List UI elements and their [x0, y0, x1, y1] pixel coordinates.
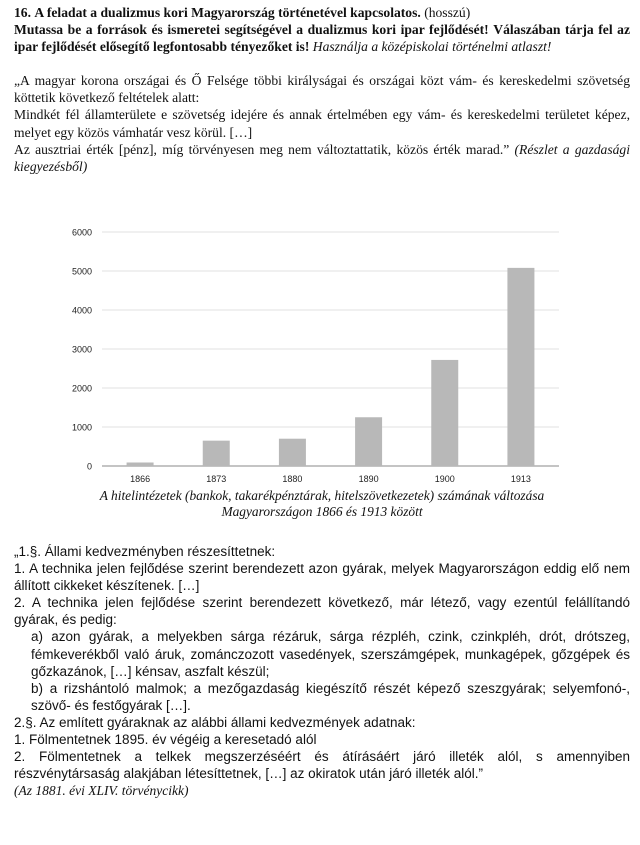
chart-caption-line-1: A hitelintézetek (bankok, takarékpénztárak, hitelszövetkezetek) számának változása — [99, 488, 545, 503]
source-2-citation: (Az 1881. évi XLIV. törvénycikk) — [14, 783, 189, 799]
x-tick-label: 1913 — [510, 474, 531, 484]
source-2 — [14, 543, 630, 799]
task-heading: A feladat a dualizmus kori Magyarország történetével kapcsolatos. — [34, 5, 421, 20]
x-tick-label: 1873 — [206, 474, 227, 484]
bar-1880 — [279, 439, 306, 466]
bar-1900 — [431, 360, 458, 466]
task-instruction-2: Válaszában tárja fel az ipar fejlődését elősegítő legfontosabb tényezőket is! — [14, 22, 630, 54]
source-2-p8: 2. Fölmentetnek a telkek megszerzéséért és átírásáért járó illeték alól, s amennyiben részvénytársaság alakjában létesíttetnek, […] az okiratok után járó illeték alól.” — [14, 749, 630, 782]
exam-page — [14, 4, 630, 175]
y-tick-label: 4000 — [71, 305, 92, 316]
source-2-p2: 1. A technika jelen fejlődése szerint berendezett azon gyárak, melyek Magyarországon eddig elő nem állított cikkeket készítenek. […] — [14, 561, 630, 594]
source-1 — [14, 72, 630, 175]
source-2-p1: „1.§. Állami kedvezményben részesíttetnek: — [14, 544, 276, 559]
source-1-line-1: „A magyar korona országai és Ő Felsége többi királyságai és országai közt vám- és kereskedelmi szövetség köttetik következő feltételek alatt: — [14, 73, 630, 106]
bar-1890 — [355, 417, 382, 466]
y-tick-label: 2000 — [71, 383, 92, 394]
bar-1873 — [203, 441, 230, 466]
x-tick-label: 1900 — [434, 474, 455, 484]
source-2-p7: 1. Fölmentetnek 1895. év végéig a keresetadó alól — [14, 732, 317, 748]
source-2-p5: b) a rizshántoló malmok; a mezőgazdaság kiegészítő részét képező szeszgyárak; selyemfonó-, szövő- és festőgyárak […]. — [31, 680, 630, 713]
bar-1913 — [507, 268, 534, 466]
source-1-citation: (Részlet a gazdasági kiegyezésből) — [14, 141, 630, 175]
task-block — [14, 4, 630, 55]
task-instruction-3: Használja a középiskolai történelmi atlaszt! — [312, 39, 552, 54]
chart-caption-line-2: Magyarországon 1866 és 1913 között — [221, 504, 423, 519]
bar-chart-svg — [54, 218, 574, 488]
source-1-line-3: Az ausztriai érték [pénz], míg törvényesen meg nem változtattatik, közös érték marad.” — [14, 141, 510, 157]
x-tick-label: 1866 — [130, 474, 151, 484]
bar-chart — [54, 218, 574, 488]
x-tick-label: 1890 — [358, 474, 379, 484]
x-tick-label: 1880 — [282, 474, 303, 484]
task-instruction-1: Mutassa be a források és ismeretei segítségével a dualizmus kori ipar fejlődését! — [14, 22, 489, 37]
source-2-p3: 2. A technika jelen fejlődése szerint berendezett következő, már létező, vagy ezentúl felállítandó gyárak, és pedig: — [14, 595, 630, 628]
task-number: 16. — [14, 5, 31, 20]
y-tick-label: 0 — [86, 461, 92, 472]
source-2-p4: a) azon gyárak, a melyekben sárga rézáruk, sárga rézpléh, czink, czinkpléh, drót, drótszeg, fémkeverékből való áruk, zománczozott vasedények, szerszámgépek, munkagépek, gőzgépek és gőzkazánok, […] kénsav, aszfalt készül; — [31, 629, 630, 679]
y-tick-label: 1000 — [71, 422, 92, 433]
source-1-line-2: Mindkét fél államterülete e szövetség idejére és annak értelmében egy vám- és kereskedelmi területet képez, melyet egy közös vámhatár vesz körül. […] — [14, 107, 630, 140]
task-length: (hosszú) — [424, 5, 471, 20]
y-tick-label: 6000 — [71, 227, 92, 238]
y-tick-label: 3000 — [71, 344, 92, 355]
y-tick-label: 5000 — [71, 266, 92, 277]
source-2-p6: 2.§. Az említett gyáraknak az alábbi állami kedvezmények adatnak: — [14, 714, 416, 730]
bar-1866 — [127, 462, 154, 466]
chart-caption — [14, 488, 630, 520]
